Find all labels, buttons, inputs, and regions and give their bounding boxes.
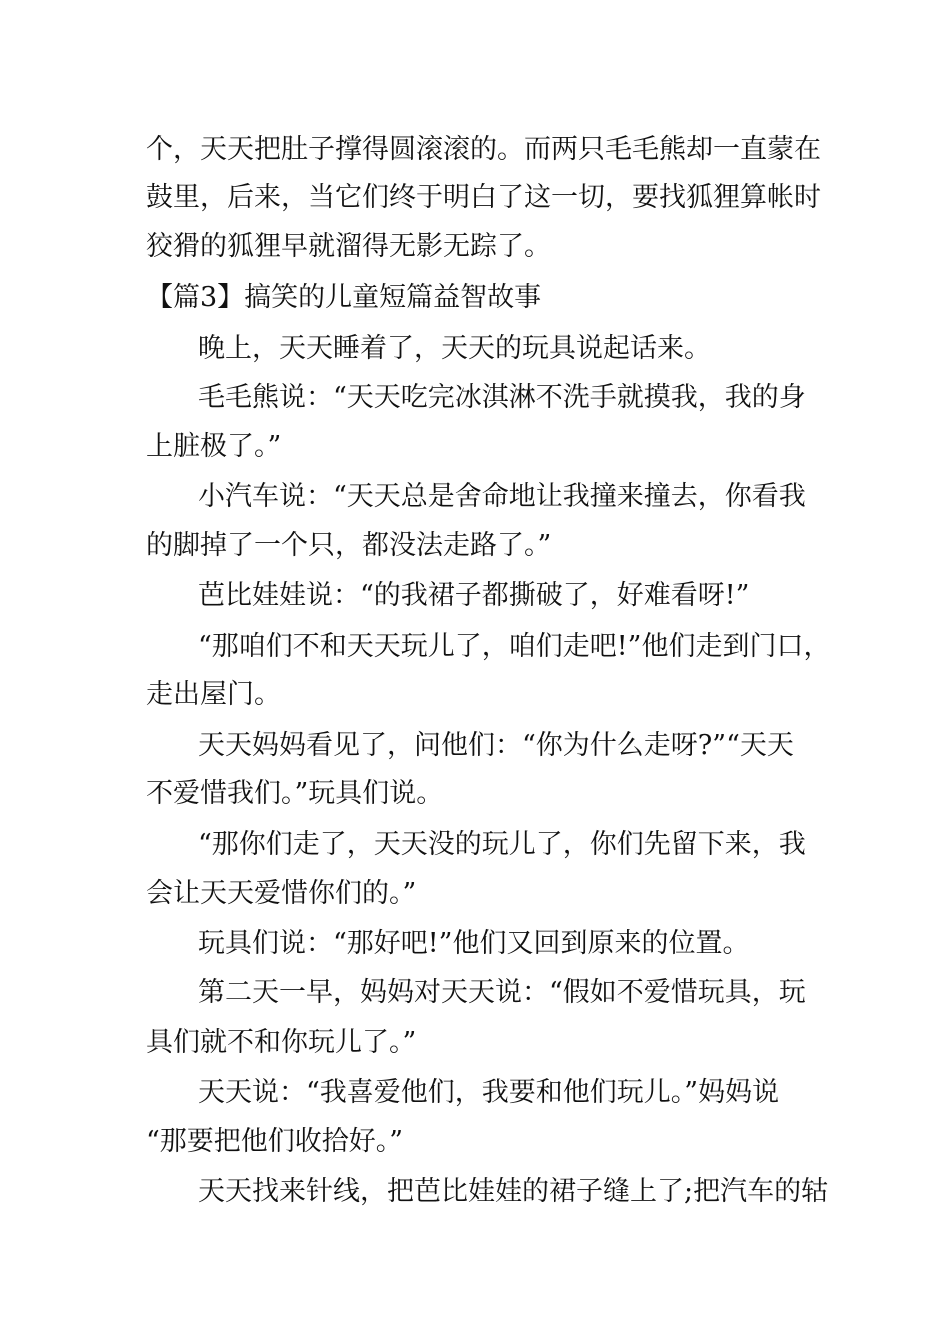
- section-heading: 【篇3】搞笑的儿童短篇益智故事: [146, 282, 542, 313]
- paragraph-line: “那咱们不和天天玩儿了，咱们走吧!”他们走到门口，: [198, 631, 831, 662]
- paragraph-line: “那你们走了，天天没的玩儿了，你们先留下来，我: [198, 829, 806, 860]
- paragraph-line: 走出屋门。: [146, 679, 281, 710]
- paragraph-line: 小汽车说：“天天总是舍命地让我撞来撞去，你看我: [198, 481, 806, 512]
- paragraph-line: 天天说：“我喜爱他们，我要和他们玩儿。”妈妈说: [198, 1077, 780, 1108]
- paragraph-line: 不爱惜我们。”玩具们说。: [146, 778, 444, 809]
- paragraph-line: 鼓里，后来，当它们终于明白了这一切，要找狐狸算帐时: [146, 182, 821, 213]
- paragraph-line: 毛毛熊说：“天天吃完冰淇淋不洗手就摸我，我的身: [198, 382, 806, 413]
- paragraph-line: 天天妈妈看见了，问他们：“你为什么走呀?”“天天: [198, 730, 794, 761]
- paragraph-line: 会让天天爱惜你们的。”: [146, 878, 417, 909]
- paragraph-line: 上脏极了。”: [146, 431, 282, 462]
- paragraph-line: 芭比娃娃说：“的我裙子都撕破了，好难看呀!”: [198, 580, 750, 611]
- paragraph-line: 晚上，天天睡着了，天天的玩具说起话来。: [198, 333, 711, 364]
- paragraph-line: 天天找来针线，把芭比娃娃的裙子缝上了;把汽车的轱: [198, 1176, 829, 1207]
- paragraph-line: 具们就不和你玩儿了。”: [146, 1027, 417, 1058]
- paragraph-line: 第二天一早，妈妈对天天说：“假如不爱惜玩具，玩: [198, 977, 806, 1008]
- paragraph-line: 玩具们说：“那好吧!”他们又回到原来的位置。: [198, 928, 750, 959]
- paragraph-line: 狡猾的狐狸早就溜得无影无踪了。: [146, 231, 551, 262]
- paragraph-line: “那要把他们收拾好。”: [146, 1126, 404, 1157]
- paragraph-line: 个，天天把肚子撑得圆滚滚的。而两只毛毛熊却一直蒙在: [146, 134, 821, 165]
- paragraph-line: 的脚掉了一个只，都没法走路了。”: [146, 530, 552, 561]
